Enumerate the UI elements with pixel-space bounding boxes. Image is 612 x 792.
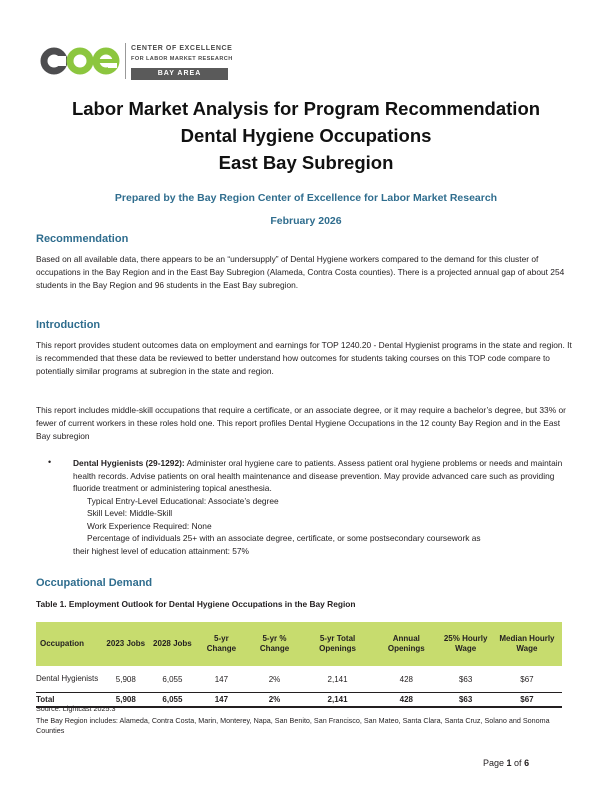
education-attainment-pct-line-2: their highest level of education attainment: 57% xyxy=(73,545,249,556)
page-of-label: of xyxy=(511,758,525,768)
cell-5yr-total-openings: 2,141 xyxy=(302,666,373,693)
cell-annual-openings: 428 xyxy=(373,666,439,693)
page-current: 1 xyxy=(506,758,512,768)
logo-line-1: CENTER OF EXCELLENCE xyxy=(131,45,233,52)
prepared-by: Prepared by the Bay Region Center of Excellence for Labor Market Research xyxy=(114,192,498,204)
recommendation-body: Based on all available data, there appears to be an “undersupply” of Dental Hygiene workers compared to the demand for this cluster of occupations in the Bay Region and in the East Bay Subregion (Alameda, Contra Costa counties). There is a projected annual gap of about 254 students in the Bay Region and 96 students in the East Bay subregion. xyxy=(36,254,565,290)
table-source: Source: Lightcast 2025.3 xyxy=(36,704,116,713)
table-row xyxy=(36,666,562,693)
total-label: Total xyxy=(36,693,102,708)
logo-line-2: FOR LABOR MARKET RESEARCH xyxy=(131,56,233,62)
education-attainment-pct-line-1: Percentage of individuals 25+ with an associate degree, certificate, or some postsecondary coursework as xyxy=(87,533,481,543)
occupation-bullet xyxy=(73,457,573,557)
logo-area-badge: BAY AREA xyxy=(131,68,228,80)
introduction-heading: Introduction xyxy=(36,319,101,331)
total-annual-openings: 428 xyxy=(373,693,439,708)
title-line-3: East Bay Subregion xyxy=(218,152,394,173)
coe-logo-mark xyxy=(40,44,120,78)
cell-median-hourly-wage: $67 xyxy=(492,666,562,693)
table-caption: Table 1. Employment Outlook for Dental Hygiene Occupations in the Bay Region xyxy=(36,599,356,609)
col-25pct-hourly-wage: 25% Hourly Wage xyxy=(439,622,492,666)
page-total: 6 xyxy=(524,758,530,768)
col-5yr-change: 5-yr Change xyxy=(196,622,247,666)
cell-5yr-pct-change: 2% xyxy=(247,666,302,693)
total-25pct-hourly-wage: $63 xyxy=(439,693,492,708)
bay-region-note: The Bay Region includes: Alameda, Contra Costa, Marin, Monterey, Napa, San Benito, San Francisco, San Mateo, Santa Clara, Santa Cruz, Solano and Sonoma Counties xyxy=(36,716,550,735)
coe-logo xyxy=(40,44,120,78)
total-median-hourly-wage: $67 xyxy=(492,693,562,708)
introduction-para-1: This report provides student outcomes data on employment and earnings for TOP 1240.20 - Dental Hygienist programs in the state and region. It is recommended that these data be reviewed to better understand how outcomes for students taking courses on this TOP code compare to potentially similar programs at subregion in the state and region. xyxy=(36,340,572,376)
occupational-demand-heading: Occupational Demand xyxy=(36,577,153,589)
report-date: February 2026 xyxy=(270,215,342,227)
logo-text xyxy=(131,44,233,64)
col-5yr-total-openings: 5-yr Total Openings xyxy=(302,622,373,666)
cell-occupation: Dental Hygienists xyxy=(36,666,102,693)
cell-2023-jobs: 5,908 xyxy=(102,666,149,693)
total-5yr-change: 147 xyxy=(196,693,247,708)
title-line-2: Dental Hygiene Occupations xyxy=(180,125,432,146)
table-header-row xyxy=(36,622,562,666)
cell-5yr-change: 147 xyxy=(196,666,247,693)
total-5yr-total-openings: 2,141 xyxy=(302,693,373,708)
col-2023-jobs: 2023 Jobs xyxy=(102,622,149,666)
col-2028-jobs: 2028 Jobs xyxy=(149,622,196,666)
cell-25pct-hourly-wage: $63 xyxy=(439,666,492,693)
work-experience: Work Experience Required: None xyxy=(87,520,212,531)
bullet-marker: • xyxy=(48,457,52,467)
page-number xyxy=(483,758,529,768)
employment-outlook-table xyxy=(36,622,562,708)
total-5yr-pct-change: 2% xyxy=(247,693,302,708)
recommendation-heading: Recommendation xyxy=(36,233,129,245)
bullet-text: Administer oral hygiene care to patients. Assess patient oral hygiene problems or needs and maintain health records. Advise patients on oral health maintenance and disease prevention. May provide advanced care such as providing fluoride treatment or administering topical anesthesia. xyxy=(73,458,563,493)
col-annual-openings: Annual Openings xyxy=(373,622,439,666)
col-median-hourly-wage: Median Hourly Wage xyxy=(492,622,562,666)
logo-divider xyxy=(125,43,126,79)
bullet-title: Dental Hygienists (29-1292): xyxy=(73,458,185,468)
col-5yr-pct-change: 5-yr % Change xyxy=(247,622,302,666)
cell-2028-jobs: 6,055 xyxy=(149,666,196,693)
skill-level: Skill Level: Middle-Skill xyxy=(87,508,173,518)
total-2028-jobs: 6,055 xyxy=(149,693,196,708)
title-line-1: Labor Market Analysis for Program Recommendation xyxy=(71,98,541,119)
introduction-para-2: This report includes middle-skill occupations that require a certificate, or an associate degree, or it may require a bachelor’s degree, but 33% or fewer of current workers in these roles hold one. This report profiles Dental Hygiene Occupations in the 12 county Bay Region and in the East Bay subregion xyxy=(36,405,566,441)
page-label: Page xyxy=(483,758,507,768)
col-occupation: Occupation xyxy=(36,622,102,666)
entry-level-education: Typical Entry-Level Educational: Associate’s degree xyxy=(87,495,279,506)
total-2023-jobs: 5,908 xyxy=(102,693,149,708)
